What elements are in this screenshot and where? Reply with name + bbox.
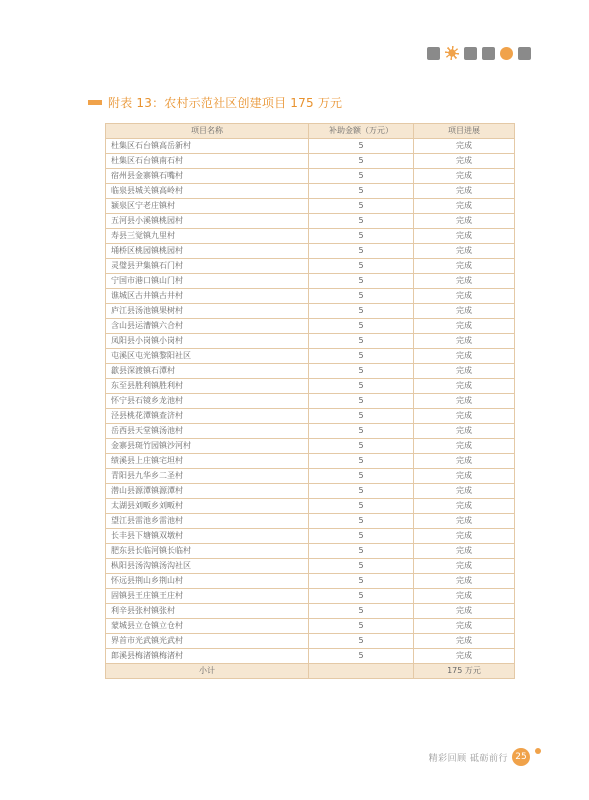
cell-progress: 完成 [414, 634, 515, 649]
cell-project-name: 望江县雷池乡雷池村 [106, 514, 309, 529]
total-label: 小计 [106, 664, 309, 679]
cell-project-name: 临泉县城关镇高岭村 [106, 184, 309, 199]
cell-progress: 完成 [414, 394, 515, 409]
cell-progress: 完成 [414, 349, 515, 364]
footer-slogan: 精彩回顾 砥砺前行 [428, 753, 508, 764]
cell-progress: 完成 [414, 139, 515, 154]
cell-project-name: 东至县胜利镇胜利村 [106, 379, 309, 394]
cell-progress: 完成 [414, 199, 515, 214]
cell-subsidy: 5 [309, 274, 414, 289]
cell-project-name: 凤阳县小岗镇小岗村 [106, 334, 309, 349]
cell-progress: 完成 [414, 604, 515, 619]
header-logo [427, 46, 531, 60]
column-header-project-name: 项目名称 [106, 124, 309, 139]
cell-progress: 完成 [414, 304, 515, 319]
cell-project-name: 灵璧县尹集镇石门村 [106, 259, 309, 274]
cell-progress: 完成 [414, 424, 515, 439]
cell-project-name: 固镇县王庄镇王庄村 [106, 589, 309, 604]
cell-project-name: 埇桥区桃园镇桃园村 [106, 244, 309, 259]
cell-progress: 完成 [414, 364, 515, 379]
table-row [106, 454, 515, 469]
cell-project-name: 颍泉区宁老庄镇村 [106, 199, 309, 214]
cell-subsidy: 5 [309, 184, 414, 199]
cell-subsidy: 5 [309, 259, 414, 274]
cell-project-name: 绩溪县上庄镇宅坦村 [106, 454, 309, 469]
page-footer [429, 748, 541, 766]
cell-subsidy: 5 [309, 514, 414, 529]
table-row [106, 634, 515, 649]
cell-subsidy: 5 [309, 499, 414, 514]
cell-progress: 完成 [414, 544, 515, 559]
cell-progress: 完成 [414, 214, 515, 229]
cell-subsidy: 5 [309, 199, 414, 214]
cell-progress: 完成 [414, 229, 515, 244]
logo-glyph-icon [518, 47, 531, 60]
cell-subsidy: 5 [309, 649, 414, 664]
cell-subsidy: 5 [309, 424, 414, 439]
cell-project-name: 寿县三觉镇九里村 [106, 229, 309, 244]
sun-icon [445, 46, 459, 60]
table-row [106, 184, 515, 199]
cell-progress: 完成 [414, 619, 515, 634]
cell-subsidy: 5 [309, 619, 414, 634]
cell-progress: 完成 [414, 244, 515, 259]
table-total-row [106, 664, 515, 679]
table-title: 附表 13：农村示范社区创建项目 175 万元 [108, 96, 343, 110]
cell-progress: 完成 [414, 259, 515, 274]
cell-project-name: 蒙城县立仓镇立仓村 [106, 619, 309, 634]
cell-subsidy: 5 [309, 544, 414, 559]
table-row [106, 379, 515, 394]
logo-glyph-icon [427, 47, 440, 60]
cell-progress: 完成 [414, 514, 515, 529]
table-title-row [88, 94, 342, 111]
cell-project-name: 怀宁县石镜乡龙池村 [106, 394, 309, 409]
cell-progress: 完成 [414, 454, 515, 469]
cell-subsidy: 5 [309, 304, 414, 319]
table-row [106, 469, 515, 484]
cell-project-name: 潜山县源潭镇源潭村 [106, 484, 309, 499]
cell-progress: 完成 [414, 379, 515, 394]
cell-subsidy: 5 [309, 604, 414, 619]
cell-subsidy: 5 [309, 319, 414, 334]
cell-project-name: 肥东县长临河镇长临村 [106, 544, 309, 559]
table-row [106, 559, 515, 574]
title-bar-icon [88, 100, 102, 105]
table-row [106, 544, 515, 559]
project-table [105, 123, 515, 679]
cell-subsidy: 5 [309, 484, 414, 499]
table-row [106, 514, 515, 529]
table-row [106, 424, 515, 439]
table-row [106, 649, 515, 664]
table-row [106, 604, 515, 619]
cell-project-name: 怀远县荆山乡荆山村 [106, 574, 309, 589]
cell-subsidy: 5 [309, 454, 414, 469]
cell-project-name: 杜集区石台镇高岳新村 [106, 139, 309, 154]
cell-progress: 完成 [414, 469, 515, 484]
table-row [106, 154, 515, 169]
cell-progress: 完成 [414, 154, 515, 169]
cell-subsidy: 5 [309, 364, 414, 379]
table-row [106, 169, 515, 184]
table-row [106, 349, 515, 364]
cell-project-name: 谯城区古井镇古井村 [106, 289, 309, 304]
table-row [106, 619, 515, 634]
cell-project-name: 五河县小溪镇桃园村 [106, 214, 309, 229]
cell-project-name: 郎溪县梅渚镇梅渚村 [106, 649, 309, 664]
cell-subsidy: 5 [309, 334, 414, 349]
table-row [106, 214, 515, 229]
cell-subsidy: 5 [309, 214, 414, 229]
logo-glyph-icon [464, 47, 477, 60]
cell-progress: 完成 [414, 589, 515, 604]
cell-progress: 完成 [414, 559, 515, 574]
logo-glyph-icon [482, 47, 495, 60]
table-row [106, 289, 515, 304]
cell-project-name: 屯溪区屯光镇黎阳社区 [106, 349, 309, 364]
cell-project-name: 岳西县天堂镇汤池村 [106, 424, 309, 439]
table-row [106, 274, 515, 289]
cell-progress: 完成 [414, 409, 515, 424]
cell-progress: 完成 [414, 289, 515, 304]
cell-subsidy: 5 [309, 439, 414, 454]
column-header-progress: 项目进展 [414, 124, 515, 139]
cell-progress: 完成 [414, 184, 515, 199]
cell-project-name: 界首市光武镇光武村 [106, 634, 309, 649]
cell-project-name: 泾县桃花潭镇查济村 [106, 409, 309, 424]
cell-project-name: 太湖县刘畈乡刘畈村 [106, 499, 309, 514]
cell-progress: 完成 [414, 574, 515, 589]
cell-subsidy: 5 [309, 559, 414, 574]
cell-project-name: 含山县运漕镇六合村 [106, 319, 309, 334]
table-row [106, 394, 515, 409]
cell-subsidy: 5 [309, 469, 414, 484]
cell-subsidy: 5 [309, 529, 414, 544]
table-row [106, 589, 515, 604]
table-row [106, 319, 515, 334]
table-row [106, 229, 515, 244]
table-row [106, 499, 515, 514]
table-row [106, 439, 515, 454]
cell-progress: 完成 [414, 529, 515, 544]
cell-project-name: 杜集区石台镇南石村 [106, 154, 309, 169]
logo-dot-icon [500, 47, 513, 60]
cell-subsidy: 5 [309, 409, 414, 424]
cell-subsidy: 5 [309, 634, 414, 649]
cell-project-name: 宿州县金寨镇石嘴村 [106, 169, 309, 184]
table-row [106, 259, 515, 274]
cell-project-name: 宁国市港口镇山门村 [106, 274, 309, 289]
cell-project-name: 青阳县九华乡二圣村 [106, 469, 309, 484]
cell-subsidy: 5 [309, 169, 414, 184]
cell-progress: 完成 [414, 439, 515, 454]
table-row [106, 304, 515, 319]
cell-progress: 完成 [414, 319, 515, 334]
cell-progress: 完成 [414, 499, 515, 514]
cell-progress: 完成 [414, 484, 515, 499]
cell-subsidy: 5 [309, 589, 414, 604]
table-body [106, 139, 515, 664]
table-row [106, 199, 515, 214]
cell-progress: 完成 [414, 334, 515, 349]
table-row [106, 409, 515, 424]
cell-progress: 完成 [414, 274, 515, 289]
cell-progress: 完成 [414, 169, 515, 184]
table-row [106, 364, 515, 379]
table-row [106, 484, 515, 499]
cell-subsidy: 5 [309, 574, 414, 589]
table-header-row [106, 124, 515, 139]
cell-subsidy: 5 [309, 154, 414, 169]
cell-subsidy: 5 [309, 379, 414, 394]
decor-dot-icon [535, 748, 541, 754]
table-row [106, 574, 515, 589]
total-value: 175 万元 [414, 664, 515, 679]
cell-subsidy: 5 [309, 244, 414, 259]
cell-project-name: 枞阳县汤沟镇汤沟社区 [106, 559, 309, 574]
total-empty-cell [309, 664, 414, 679]
cell-project-name: 庐江县汤池镇果树村 [106, 304, 309, 319]
table-row [106, 334, 515, 349]
cell-progress: 完成 [414, 649, 515, 664]
cell-subsidy: 5 [309, 349, 414, 364]
cell-project-name: 金寨县斑竹园镇沙河村 [106, 439, 309, 454]
cell-project-name: 长丰县下塘镇双墩村 [106, 529, 309, 544]
cell-project-name: 利辛县张村镇张村 [106, 604, 309, 619]
cell-subsidy: 5 [309, 139, 414, 154]
cell-subsidy: 5 [309, 394, 414, 409]
page-number: 25 [512, 748, 530, 766]
table-row [106, 244, 515, 259]
column-header-subsidy: 补助金额（万元） [309, 124, 414, 139]
table-row [106, 529, 515, 544]
table-row [106, 139, 515, 154]
cell-subsidy: 5 [309, 229, 414, 244]
cell-subsidy: 5 [309, 289, 414, 304]
cell-project-name: 歙县深渡镇石潭村 [106, 364, 309, 379]
